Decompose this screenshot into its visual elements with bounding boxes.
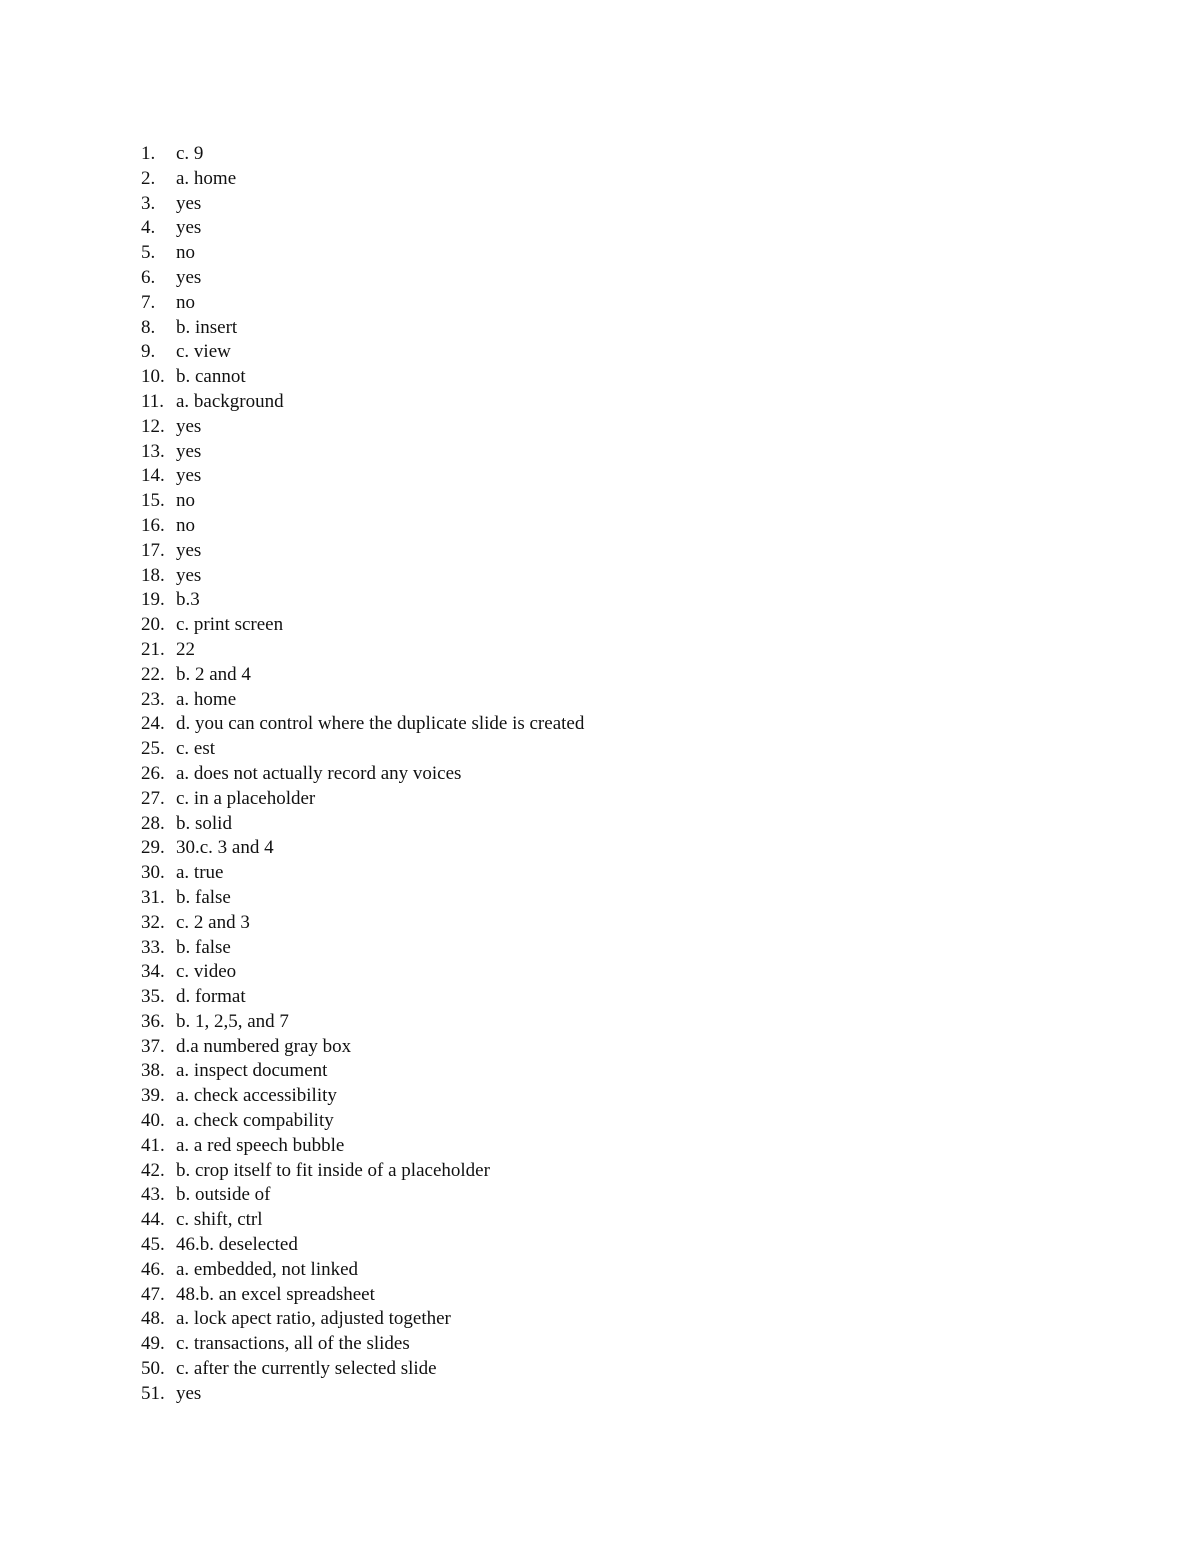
answer-text: a. embedded, not linked — [176, 1258, 359, 1280]
answer-item — [141, 192, 584, 217]
answer-item — [141, 1307, 584, 1332]
answer-item — [141, 1159, 584, 1184]
answer-item — [141, 440, 584, 465]
answer-item — [141, 936, 584, 961]
answer-item — [141, 539, 584, 564]
answer-text: a. does not actually record any voices — [176, 762, 462, 784]
answer-number: 33. — [141, 936, 165, 958]
answer-text: b. outside of — [176, 1184, 271, 1206]
answer-item — [141, 241, 584, 266]
answer-text: no — [176, 490, 195, 512]
answer-item — [141, 564, 584, 589]
answer-item — [141, 638, 584, 663]
answer-item — [141, 1134, 584, 1159]
answer-number: 39. — [141, 1085, 165, 1107]
answer-text: c. print screen — [176, 614, 284, 636]
answer-item — [141, 613, 584, 638]
answer-item — [141, 415, 584, 440]
answer-text: 46.b. deselected — [176, 1234, 298, 1256]
answer-text: a. home — [176, 688, 237, 710]
answer-text: yes — [176, 415, 202, 437]
answer-number: 21. — [141, 638, 165, 660]
answer-text: yes — [176, 539, 202, 561]
answer-item — [141, 1084, 584, 1109]
answer-number: 45. — [141, 1234, 165, 1256]
answer-number: 50. — [141, 1358, 165, 1380]
answer-text: a. lock apect ratio, adjusted together — [176, 1308, 451, 1330]
answer-item — [141, 737, 584, 762]
answer-number: 49. — [141, 1333, 165, 1355]
answer-item — [141, 1183, 584, 1208]
answer-text: yes — [176, 564, 202, 586]
answer-text: a. true — [176, 862, 224, 884]
answer-item — [141, 489, 584, 514]
answer-item — [141, 663, 584, 688]
answer-item — [141, 266, 584, 291]
answer-text: b.3 — [176, 589, 200, 611]
answer-text: b. false — [176, 886, 231, 908]
answer-item — [141, 886, 584, 911]
answer-number: 20. — [141, 614, 165, 636]
answer-item — [141, 1382, 584, 1407]
answer-item — [141, 1233, 584, 1258]
answer-text: a. home — [176, 167, 237, 189]
answer-item — [141, 762, 584, 787]
answer-item — [141, 787, 584, 812]
answer-item — [141, 1035, 584, 1060]
answer-text: c. shift, ctrl — [176, 1209, 263, 1231]
answer-number: 16. — [141, 514, 165, 536]
answer-text: no — [176, 242, 195, 264]
answer-text: c. transactions, all of the slides — [176, 1333, 410, 1355]
answer-text: a. check compability — [176, 1110, 334, 1132]
answer-text: c. 2 and 3 — [176, 911, 250, 933]
answer-item — [141, 365, 584, 390]
answer-text: 48.b. an excel spreadsheet — [176, 1283, 375, 1305]
answer-number: 28. — [141, 812, 165, 834]
answer-number: 9. — [141, 341, 156, 363]
answer-number: 27. — [141, 787, 165, 809]
answer-item — [141, 514, 584, 539]
answer-number: 22. — [141, 663, 165, 685]
answer-number: 47. — [141, 1283, 165, 1305]
answer-item — [141, 464, 584, 489]
answer-number: 18. — [141, 564, 165, 586]
answer-text: d. format — [176, 986, 246, 1008]
answer-number: 2. — [141, 167, 156, 189]
answer-text: no — [176, 291, 195, 313]
answer-text: c. after the currently selected slide — [176, 1358, 437, 1380]
answer-item — [141, 316, 584, 341]
answer-number: 43. — [141, 1184, 165, 1206]
answer-item — [141, 1010, 584, 1035]
answer-number: 36. — [141, 1010, 165, 1032]
answer-number: 13. — [141, 440, 165, 462]
answer-list — [141, 142, 584, 1407]
answer-text: b. cannot — [176, 366, 246, 388]
answer-text: c. est — [176, 738, 216, 760]
answer-item — [141, 588, 584, 613]
answer-number: 5. — [141, 242, 156, 264]
answer-text: d.a numbered gray box — [176, 1035, 352, 1057]
answer-text: c. view — [176, 341, 231, 363]
answer-number: 10. — [141, 366, 165, 388]
answer-number: 15. — [141, 490, 165, 512]
answer-text: no — [176, 514, 195, 536]
answer-number: 30. — [141, 862, 165, 884]
answer-number: 35. — [141, 986, 165, 1008]
answer-number: 11. — [141, 390, 165, 412]
answer-item — [141, 960, 584, 985]
answer-number: 4. — [141, 217, 156, 239]
answer-text: b. insert — [176, 316, 238, 338]
answer-number: 40. — [141, 1110, 165, 1132]
answer-number: 51. — [141, 1382, 165, 1404]
answer-number: 25. — [141, 738, 165, 760]
answer-text: c. in a placeholder — [176, 787, 316, 809]
answer-number: 17. — [141, 539, 165, 561]
answer-text: a. a red speech bubble — [176, 1134, 345, 1156]
answer-item — [141, 812, 584, 837]
answer-number: 29. — [141, 837, 165, 859]
answer-item — [141, 861, 584, 886]
answer-number: 24. — [141, 713, 165, 735]
answer-text: b. false — [176, 936, 231, 958]
answer-number: 37. — [141, 1035, 165, 1057]
answer-text: 30.c. 3 and 4 — [176, 837, 274, 859]
answer-text: b. 2 and 4 — [176, 663, 251, 685]
answer-item — [141, 1357, 584, 1382]
answer-text: a. background — [176, 390, 284, 412]
answer-number: 38. — [141, 1060, 165, 1082]
answer-text: b. 1, 2,5, and 7 — [176, 1010, 289, 1032]
answer-item — [141, 1258, 584, 1283]
answer-item — [141, 911, 584, 936]
answer-text: d. you can control where the duplicate slide is created — [176, 713, 585, 735]
answer-item — [141, 291, 584, 316]
answer-item — [141, 985, 584, 1010]
answer-item — [141, 712, 584, 737]
answer-text: 22 — [176, 638, 195, 660]
answer-number: 34. — [141, 961, 165, 983]
answer-text: yes — [176, 266, 202, 288]
answer-item — [141, 1283, 584, 1308]
answer-number: 31. — [141, 886, 165, 908]
answer-number: 32. — [141, 911, 165, 933]
answer-text: yes — [176, 1382, 202, 1404]
answer-number: 41. — [141, 1134, 165, 1156]
answer-number: 42. — [141, 1159, 165, 1181]
answer-number: 48. — [141, 1308, 165, 1330]
answer-number: 19. — [141, 589, 165, 611]
answer-text: c. video — [176, 961, 237, 983]
answer-number: 7. — [141, 291, 156, 313]
answer-text: yes — [176, 192, 202, 214]
answer-item — [141, 836, 584, 861]
answer-text: yes — [176, 440, 202, 462]
answer-item — [141, 142, 584, 167]
answer-text: a. check accessibility — [176, 1085, 337, 1107]
answer-item — [141, 340, 584, 365]
answer-number: 26. — [141, 762, 165, 784]
answer-number: 23. — [141, 688, 165, 710]
answer-text: b. solid — [176, 812, 232, 834]
answer-item — [141, 1109, 584, 1134]
answer-item — [141, 1208, 584, 1233]
answer-item — [141, 1332, 584, 1357]
answer-number: 6. — [141, 266, 156, 288]
answer-item — [141, 1059, 584, 1084]
answer-number: 46. — [141, 1258, 165, 1280]
answer-item — [141, 688, 584, 713]
answer-text: a. inspect document — [176, 1060, 328, 1082]
answer-number: 1. — [141, 143, 156, 164]
answer-text: b. crop itself to fit inside of a placeholder — [176, 1159, 490, 1181]
answer-number: 14. — [141, 465, 165, 487]
answer-item — [141, 216, 584, 241]
answer-number: 3. — [141, 192, 156, 214]
answer-number: 8. — [141, 316, 156, 338]
answer-item — [141, 167, 584, 192]
answer-text: c. 9 — [176, 143, 204, 164]
answer-text: yes — [176, 465, 202, 487]
answer-item — [141, 390, 584, 415]
answer-text: yes — [176, 217, 202, 239]
answer-number: 12. — [141, 415, 165, 437]
answer-number: 44. — [141, 1209, 165, 1231]
